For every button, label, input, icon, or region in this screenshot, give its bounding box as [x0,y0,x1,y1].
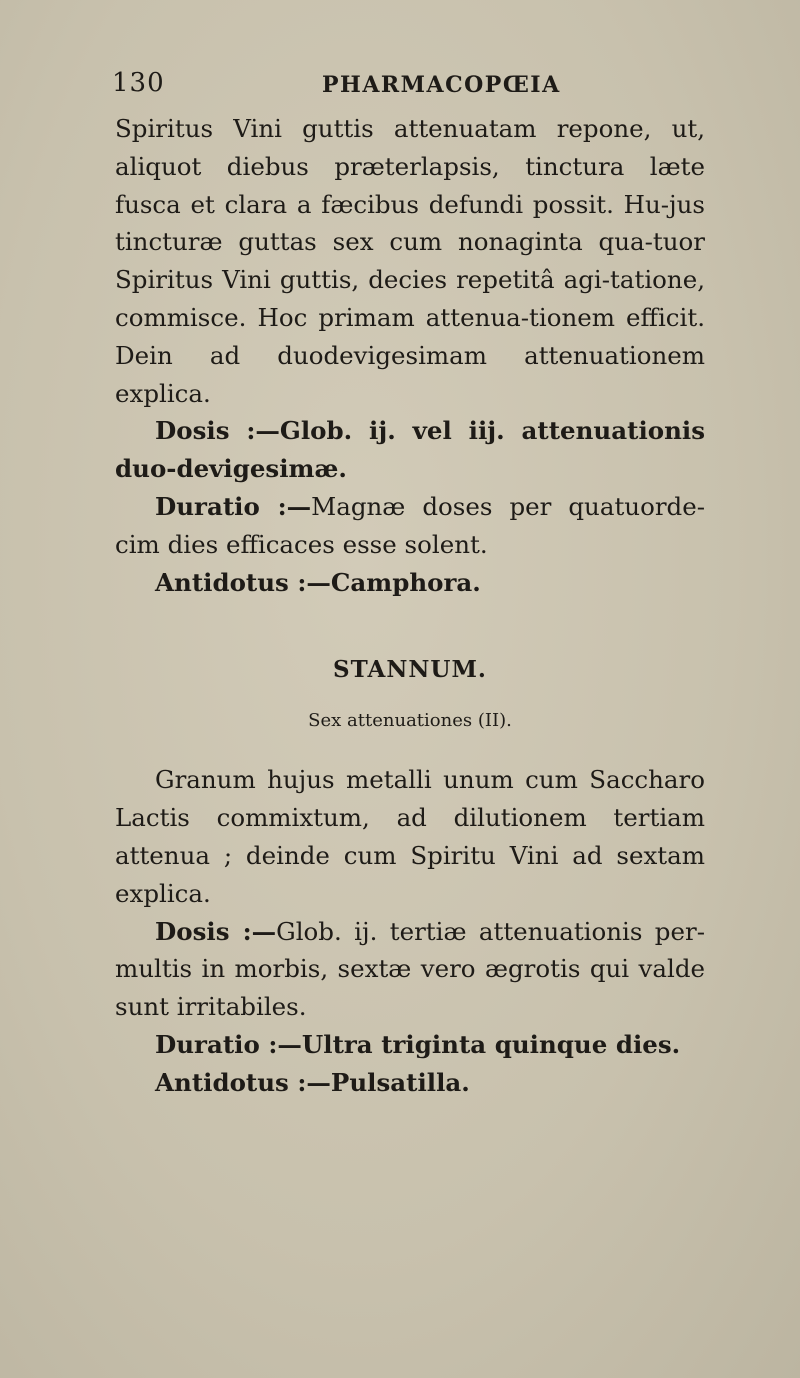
paragraph-stannum-dosis [115,913,705,1026]
paragraph-stannum-preparation: Granum hujus metalli unum cum Saccharo Lactis commixtum, ad dilutionem tertiam attenua ; deinde cum Spiritu Vini ad sextam explica. [115,765,705,908]
paragraph-antidotus [115,564,705,602]
stannum-dosis-text: Glob. ij. tertiæ attenuationis per-multis in morbis, sextæ vero ægrotis qui valde sunt irritabiles. [115,916,705,1022]
duratio-text: Magnæ doses per quatuorde-cim dies efficaces esse solent. [115,491,705,559]
running-title: PHARMACOPŒIA [322,72,561,98]
paragraph-duratio [115,488,705,564]
stannum-antidotus-text: Pulsatilla. [330,1067,470,1097]
stannum-dosis-label: Dosis :— [155,916,277,946]
stannum-duratio-label: Duratio :— [155,1029,302,1059]
antidotus-text: Camphora. [330,567,481,597]
page-number: 130 [112,68,165,98]
dosis-label: Dosis :— [155,416,280,446]
paragraph-preparation: Spiritus Vini guttis attenuatam repone, ut, aliquot diebus præterlapsis, tinctura læte fusca et clara a fæcibus defundi possit. Hu-jus tincturæ guttas sex cum nonaginta qua-tuor Spiritus Vini guttis, decies repetitâ agi-tatione, commisce. Hoc primam attenua-tionem efficit. Dein ad duodevigesimam attenuationem explica. [115,114,705,408]
page-body [115,110,705,1102]
paragraph-dosis [115,412,705,488]
section-subheading: Sex attenuationes (II). [308,710,512,732]
stannum-duratio-text: Ultra triginta quinque dies. [301,1029,681,1059]
paragraph-stannum-antidotus [115,1064,705,1102]
dosis-text: Glob. ij. vel iij. attenuationis duo-devigesimæ. [115,416,705,484]
stannum-antidotus-label: Antidotus :— [155,1067,331,1097]
antidotus-label: Antidotus :— [155,567,331,597]
duratio-label: Duratio :— [155,491,312,521]
section-heading-stannum: STANNUM. [333,656,487,684]
page-header [112,68,702,108]
paragraph-stannum-duratio [115,1026,705,1064]
